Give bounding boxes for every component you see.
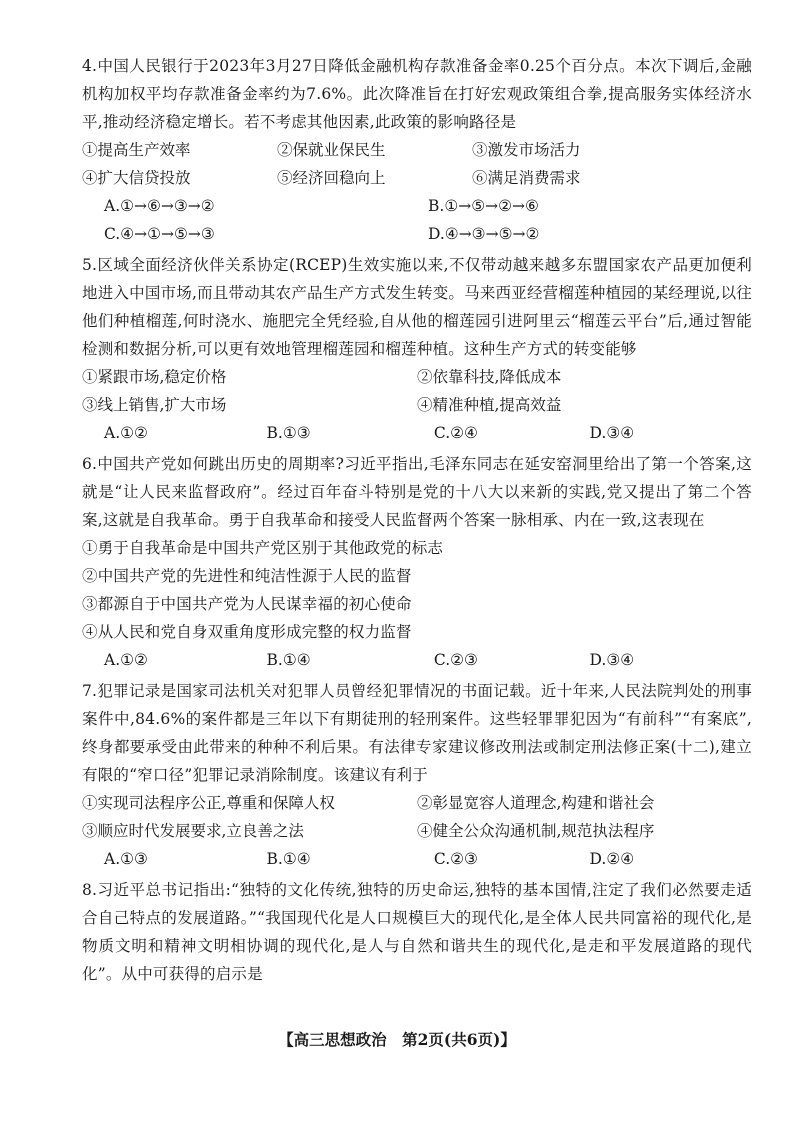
item-row [82,164,752,192]
item: ①实现司法程序公正,尊重和保障人权 [82,794,335,812]
item: ①提高生产效率 [82,141,191,159]
item: ②中国共产党的先进性和纯洁性源于人民的监督 [82,567,412,585]
choice-row [82,845,752,873]
item: ①紧跟市场,稳定价格 [82,368,227,386]
question-stem: 5.区域全面经济伙伴关系协定(RCEP)生效实施以来,不仅带动越来越多东盟国家农产品更加便利地进入中国市场,而且带动其农产品生产方式发生转变。马来西亚经营榴莲种植园的某经理说,以往他们种植榴莲,何时浇水、施肥完全凭经验,自从他的榴莲园引进阿里云“榴莲云平台”后,通过智能检测和数据分析,可以更有效地管理榴莲园和榴莲种植。这种生产方式的转变能够 [82,256,752,358]
item: ③都源自于中国共产党为人民谋幸福的初心使命 [82,595,412,613]
item-row [82,789,752,817]
item: ③激发市场活力 [472,141,581,159]
choice-d: D.②④ [589,850,635,868]
item-row [82,817,752,845]
choice-c: C.②③ [433,651,478,669]
choice-d: D.④→③→⑤→② [428,225,540,243]
question-stem: 8.习近平总书记指出:“独特的文化传统,独特的历史命运,独特的基本国情,注定了我们必然要走适合自己特点的发展道路。”“我国现代化是人口规模巨大的现代化,是全体人民共同富裕的现代化,是物质文明和精神文明相协调的现代化,是人与自然和谐共生的现代化,是走和平发展道路的现代化”。从中可获得的启示是 [82,881,752,983]
item: ②彰显宽容人道理念,构建和谐社会 [417,794,655,812]
item: ③线上销售,扩大市场 [82,396,227,414]
item: ②依靠科技,降低成本 [417,368,562,386]
item-row [82,363,752,391]
choice-row [82,646,752,674]
item: ④从人民和党自身双重角度形成完整的权力监督 [82,623,412,641]
choice-b: B.①④ [266,850,311,868]
question-stem: 6.中国共产党如何跳出历史的周期率?习近平指出,毛泽东同志在延安窑洞里给出了第一个答案,这就是“让人民来监督政府”。经过百年奋斗特别是党的十八大以来新的实践,党又提出了第二个答案,这就是自我革命。勇于自我革命和接受人民监督两个答案一脉相承、内在一致,这表现在 [82,455,752,529]
choice-row [82,419,752,447]
question-6 [82,450,752,674]
item: ④健全公众沟通机制,规范执法程序 [417,822,655,840]
page-footer: 【高三思想政治 第2页(共6页)】 [278,1030,516,1049]
choice-a: A.①③ [104,850,148,868]
question-4 [82,52,752,248]
question-5 [82,251,752,447]
choice-d: D.③④ [589,651,635,669]
item: ⑤经济回稳向上 [277,169,386,187]
item: ④精准种植,提高效益 [417,396,562,414]
choice-row [82,192,752,220]
choice-c: C.④→①→⑤→③ [104,225,215,243]
choice-a: A.①② [104,424,148,442]
choice-b: B.①④ [266,651,311,669]
item-row [82,391,752,419]
item: ③顺应时代发展要求,立良善之法 [82,822,304,840]
item: ②保就业保民生 [277,141,386,159]
question-stem: 4.中国人民银行于2023年3月27日降低金融机构存款准备金率0.25个百分点。本次下调后,金融机构加权平均存款准备金率约为7.6%。此次降准旨在打好宏观政策组合拳,提高服务实体经济水平,推动经济稳定增长。若不考虑其他因素,此政策的影响路径是 [82,57,752,131]
choice-c: C.②④ [433,424,478,442]
question-7 [82,677,752,873]
choice-d: D.③④ [589,424,635,442]
choice-a: A.①→⑥→③→② [104,197,215,215]
item: ④扩大信贷投放 [82,169,191,187]
question-stem: 7.犯罪记录是国家司法机关对犯罪人员曾经犯罪情况的书面记载。近十年来,人民法院判处的刑事案件中,84.6%的案件都是三年以下有期徒刑的轻刑案件。这些轻罪罪犯因为“有前科”“有案底”,终身都要承受由此带来的种种不利后果。有法律专家建议修改刑法或制定刑法修正案(十二),建立有限的“窄口径”犯罪记录消除制度。该建议有利于 [82,682,752,784]
item: ⑥满足消费需求 [472,169,581,187]
item: ①勇于自我革命是中国共产党区别于其他政党的标志 [82,539,444,557]
choice-c: C.②③ [433,850,478,868]
question-8 [82,876,752,988]
choice-a: A.①② [104,651,148,669]
item-row [82,136,752,164]
choice-b: B.①③ [266,424,311,442]
choice-b: B.①→⑤→②→⑥ [428,197,539,215]
choice-row [82,220,752,248]
